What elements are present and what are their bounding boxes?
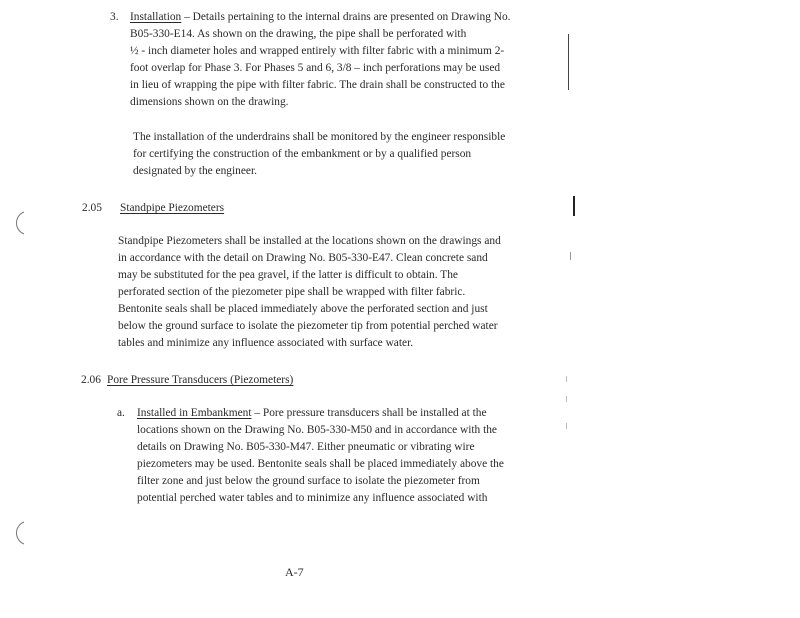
margin-tick-3 bbox=[566, 396, 567, 402]
hole-punch-mark-top bbox=[12, 210, 28, 236]
item-3-line-1-text: – Details pertaining to the internal drains are presented on Drawing No. bbox=[181, 11, 511, 23]
item-a-line-4: piezometers may be used. Bentonite seals shall be placed immediately above the bbox=[137, 458, 504, 470]
monitor-line-1: The installation of the underdrains shall be monitored by the engineer responsible bbox=[133, 131, 506, 143]
item-a-line-1-text: – Pore pressure transducers shall be installed at the bbox=[251, 407, 487, 419]
item-3-line-5: in lieu of wrapping the pipe with filter fabric. The drain shall be constructed to the bbox=[130, 79, 505, 91]
item-a-line-1 bbox=[137, 405, 487, 422]
section-206-title: Pore Pressure Transducers (Piezometers) bbox=[107, 374, 294, 386]
section-205-number: 2.05 bbox=[82, 202, 102, 214]
margin-bar-top bbox=[568, 34, 569, 90]
page-number: A-7 bbox=[285, 565, 304, 579]
item-3-line-6: dimensions shown on the drawing. bbox=[130, 96, 289, 108]
section-205-line-7: tables and minimize any influence associated with surface water. bbox=[118, 337, 414, 349]
margin-bar-mid bbox=[573, 196, 575, 216]
section-205-line-5: Bentonite seals shall be placed immediately above the perforated section and just bbox=[118, 303, 488, 315]
margin-tick-4 bbox=[566, 423, 567, 429]
hole-punch-arc-bottom bbox=[17, 522, 25, 544]
hole-punch-mark-bottom bbox=[12, 520, 28, 546]
item-3-line-3: ½ - inch diameter holes and wrapped entirely with filter fabric with a minimum 2- bbox=[130, 45, 505, 57]
section-205-line-1: Standpipe Piezometers shall be installed at the locations shown on the drawings and bbox=[118, 235, 501, 247]
item-a-line-5: filter zone and just below the ground surface to isolate the piezometer from bbox=[137, 475, 480, 487]
section-205-title: Standpipe Piezometers bbox=[120, 202, 225, 214]
item-3-number: 3. bbox=[110, 11, 119, 23]
item-a-line-6: potential perched water tables and to minimize any influence associated with bbox=[137, 492, 488, 504]
item-3-title: Installation bbox=[130, 11, 182, 23]
section-205-line-6: below the ground surface to isolate the piezometer tip from potential perched water bbox=[118, 320, 498, 332]
item-3-line-2: B05-330-E14. As shown on the drawing, the pipe shall be perforated with bbox=[130, 28, 467, 40]
item-a-title: Installed in Embankment bbox=[137, 407, 252, 419]
item-3-line-1 bbox=[130, 9, 511, 26]
section-205-line-4: perforated section of the piezometer pipe shall be wrapped with filter fabric. bbox=[118, 286, 466, 298]
monitor-line-3: designated by the engineer. bbox=[133, 165, 257, 177]
monitor-line-2: for certifying the construction of the embankment or by a qualified person bbox=[133, 148, 472, 160]
item-a-letter: a. bbox=[117, 407, 125, 419]
margin-tick-2 bbox=[566, 376, 567, 382]
section-205-line-3: may be substituted for the pea gravel, if the latter is difficult to obtain. The bbox=[118, 269, 458, 281]
item-a-line-2: locations shown on the Drawing No. B05-330-M50 and in accordance with the bbox=[137, 424, 497, 436]
hole-punch-arc-top bbox=[17, 212, 25, 234]
item-3-line-4: foot overlap for Phase 3. For Phases 5 and 6, 3/8 – inch perforations may be used bbox=[130, 62, 501, 74]
section-205-line-2: in accordance with the detail on Drawing No. B05-330-E47. Clean concrete sand bbox=[118, 252, 488, 264]
item-a-line-3: details on Drawing No. B05-330-M47. Either pneumatic or vibrating wire bbox=[137, 441, 475, 453]
section-206-number: 2.06 bbox=[81, 374, 101, 386]
margin-tick-1 bbox=[570, 252, 571, 260]
